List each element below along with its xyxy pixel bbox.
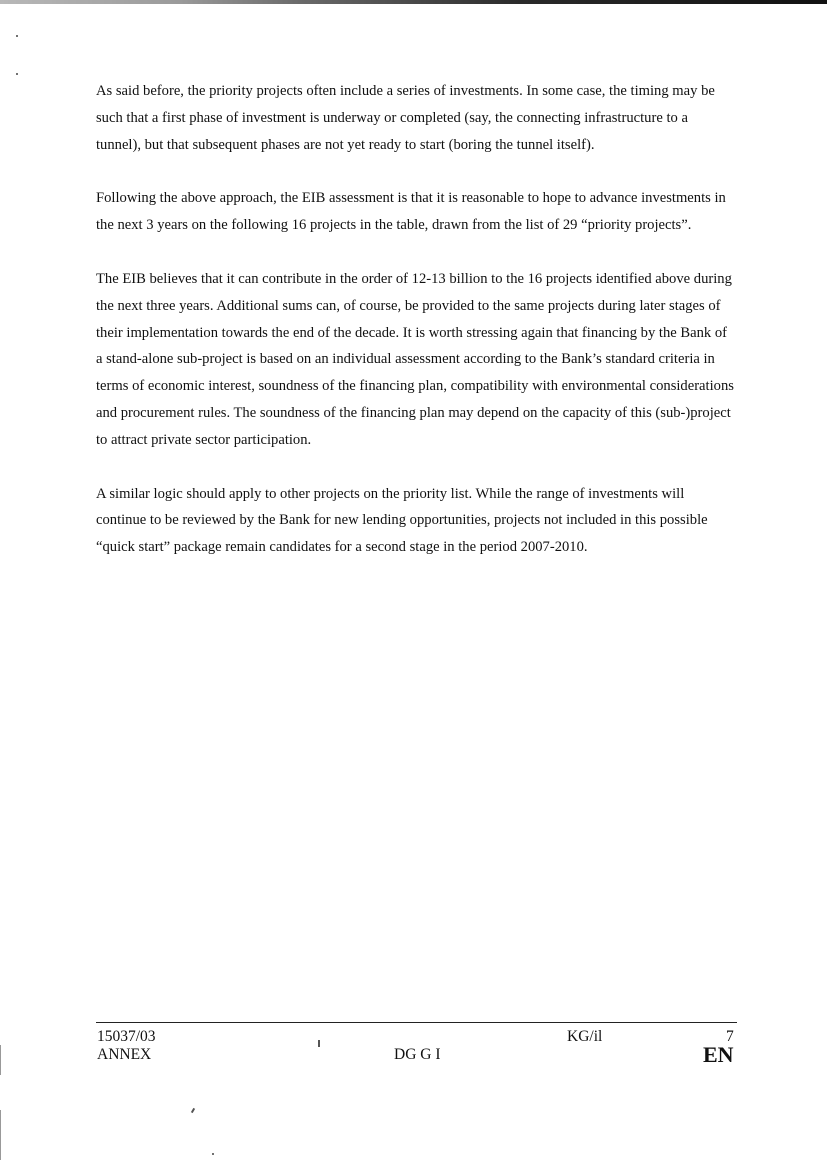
footer-annex: ANNEX [97, 1046, 152, 1063]
footer-page-number: 7 [726, 1028, 734, 1045]
scan-edge-mark [0, 1110, 1, 1160]
paragraph-timing: As said before, the priority projects often include a series of investments. In some case, the timing may be such that a first phase of investment is underway or completed (say, the connecting infrastructure to a tunnel), but that subsequent phases are not yet ready to start (boring the tunnel itself). [96, 83, 715, 153]
paragraph-eib-contribution: The EIB believes that it can contribute in the order of 12-13 billion to the 16 projects identified above during the next three years. Additional sums can, of course, be provided to the same projects during later stages of their implementation towards the end of the decade. It is worth stressing again that financing by the Bank of a stand-alone sub-project is based on an individual assessment according to the Bank’s standard criteria in terms of economic interest, soundness of the financing plan, compatibility with environmental considerations and procurement rules. The soundness of the financing plan may depend on the capacity of this (sub-)project to attract private sector participation. [96, 270, 734, 448]
scan-speck [16, 35, 18, 37]
footer-rule [96, 1022, 737, 1023]
paragraph-similar-logic: A similar logic should apply to other projects on the priority list. While the range of investments will continue to be reviewed by the Bank for new lending opportunities, projects not included in this possible “quick start” package remain candidates for a second stage in the period 2007-2010. [96, 485, 708, 556]
footer-dg: DG G I [394, 1046, 441, 1063]
scan-speck [212, 1153, 214, 1155]
footer-initials: KG/il [567, 1028, 603, 1045]
document-body [96, 78, 736, 588]
scan-mark [318, 1040, 320, 1047]
footer-doc-number: 15037/03 [97, 1028, 156, 1045]
paragraph-assessment: Following the above approach, the EIB assessment is that it is reasonable to hope to advance investments in the next 3 years on the following 16 projects in the table, drawn from the list of 29 “priority projects”. [96, 190, 726, 234]
scan-speck [16, 73, 18, 75]
scan-edge-mark [0, 1045, 1, 1075]
footer-language: EN [703, 1042, 734, 1067]
scan-mark [191, 1108, 195, 1113]
top-border-rule [0, 0, 827, 4]
